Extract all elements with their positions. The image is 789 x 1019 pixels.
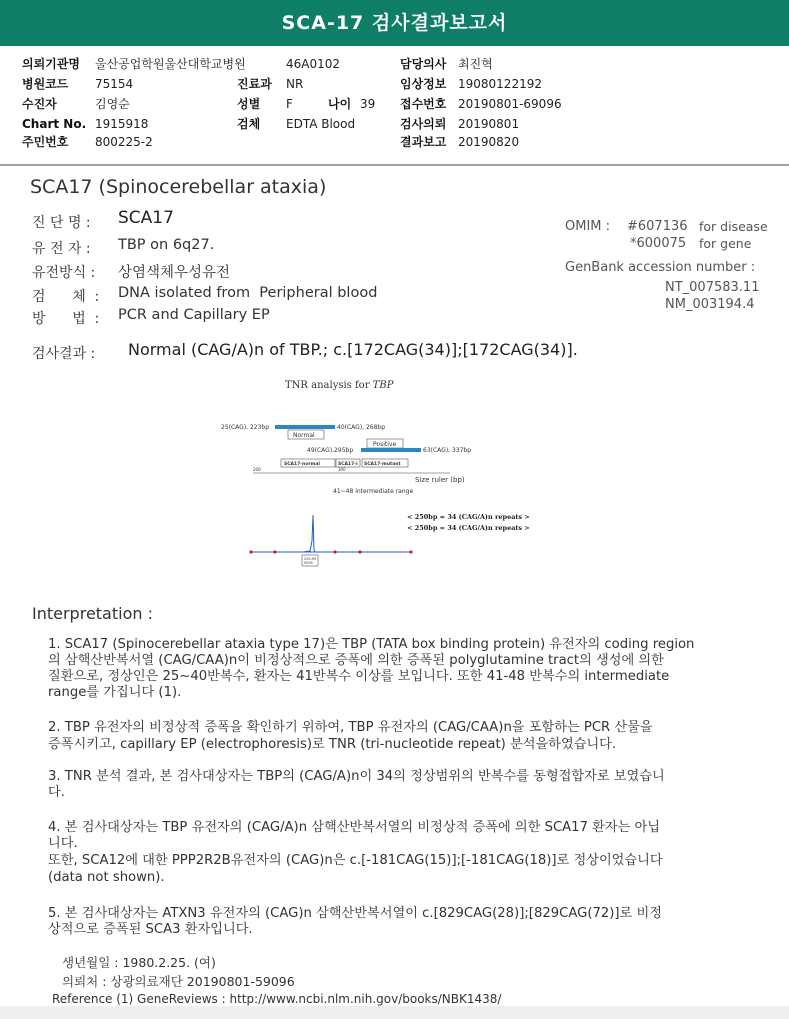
marker-2	[273, 550, 276, 553]
interpretation-p1-line-1: 1. SCA17 (Spinocerebellar ataxia type 17)은 TBP (TATA box binding protein) 유전자의 coding region	[48, 637, 695, 652]
patient-label: 수진자	[22, 97, 57, 111]
institution-label: 의뢰기관명	[22, 57, 80, 71]
diagnosis-value: SCA17	[118, 208, 174, 228]
interpretation-p5-line-1: 5. 본 검사대상자는 ATXN3 유전자의 (CAG)n 삼핵산반복서열이 c.[829CAG(28)];[829CAG(72)]로 비정	[48, 906, 662, 921]
clinical-info-label: 임상정보	[400, 77, 447, 91]
interpretation-p4-line-1: 4. 본 검사대상자는 TBP 유전자의 (CAG/A)n 삼핵산반복서열의 비정상적 증폭에 의한 SCA17 환자는 아닙	[48, 820, 661, 835]
report-date-label: 결과보고	[400, 135, 447, 149]
inheritance-value: 상염색체우성유전	[118, 265, 231, 281]
reference-link[interactable]: Reference (1) GeneReviews : http://www.ncbi.nlm.nih.gov/books/NBK1438/	[52, 992, 502, 1006]
figure-title: TNR analysis for TBP	[285, 380, 394, 391]
specimen-test-label: 검 체 :	[32, 289, 100, 305]
hospital-code-label: 병원코드	[22, 77, 69, 91]
department-value: NR	[286, 77, 304, 91]
peak-label-line-2: 9005	[304, 561, 313, 565]
repeat-line-2: < 250bp = 34 (CAG/A)n repeats >	[407, 524, 530, 532]
birth-date: 생년월일 : 1980.2.25. (여)	[62, 955, 216, 970]
interpretation-p2-line-2: 증폭시키고, capillary EP (electrophoresis)로 TNR (tri-nucleotide repeat) 분석을하였습니다.	[48, 737, 617, 752]
interpretation-p5-line-2: 상적으로 증폭된 SCA3 환자입니다.	[48, 922, 253, 937]
patient-value: 김영순	[95, 97, 130, 111]
report-date-value: 20190820	[458, 135, 520, 149]
intermediate-range-label: 41~48 intermediate range	[333, 488, 414, 495]
normal-right-range: 40(CAG), 268bp	[337, 424, 386, 431]
clinical-info-value: 19080122192	[458, 77, 542, 91]
ruler-start-tick: 200	[253, 467, 261, 472]
test-heading: SCA17 (Spinocerebellar ataxia)	[30, 176, 327, 198]
omim-disease-note: for disease	[699, 219, 768, 234]
result-value: Normal (CAG/A)n of TBP.; c.[172CAG(34)];[172CAG(34)].	[128, 340, 578, 359]
sex-label: 성별	[237, 97, 261, 111]
genbank-accession-1: NT_007583.11	[665, 280, 760, 295]
omim-disease-id: #607136	[627, 219, 688, 234]
inheritance-label: 유전방식 :	[32, 265, 96, 281]
interpretation-p1-line-3: 질환으로, 정상인은 25~40반복수, 환자는 41반복수 이상를 보입니다. 또한 41-48 반복수의 intermediate	[48, 669, 670, 684]
genbank-label: GenBank accession number :	[565, 260, 756, 275]
interpretation-p4-line-4: (data not shown).	[48, 870, 165, 885]
age-label: 나이	[328, 97, 352, 111]
hospital-code-value: 75154	[95, 77, 134, 91]
chart-no-label: Chart No.	[22, 117, 87, 131]
gene-label: 유 전 자 :	[32, 241, 91, 257]
result-label: 검사결과 :	[32, 346, 96, 362]
resident-no-value: 800225-2	[95, 135, 153, 149]
interpretation-heading: Interpretation :	[32, 604, 153, 623]
sex-value: F	[286, 97, 293, 111]
size-ruler-label: Size ruler (bp)	[415, 476, 465, 484]
receipt-no-label: 접수번호	[400, 97, 447, 111]
interpretation-p4-line-3: 또한, SCA12에 대한 PPP2R2B유전자의 (CAG)n은 c.[-181CAG(15)];[-181CAG(18)]로 정상이었습니다	[48, 853, 663, 868]
omim-label: OMIM :	[565, 219, 611, 234]
request-date-value: 20190801	[458, 117, 520, 131]
institution-value: 울산공업학원울산대학교병원	[95, 57, 246, 71]
positive-label: Positive	[373, 441, 397, 448]
repeat-line-1: < 250bp = 34 (CAG/A)n repeats >	[407, 513, 530, 521]
tnr-analysis-figure	[215, 375, 575, 570]
peak-label-line-1: 250.95	[304, 557, 317, 561]
interpretation-p4-line-2: 니다.	[48, 836, 78, 851]
chart-no-value: 1915918	[95, 117, 149, 131]
interpretation-p1-line-4: range를 가집니다 (1).	[48, 685, 182, 700]
normal-label: Normal	[293, 432, 315, 439]
request-date-label: 검사의뢰	[400, 117, 447, 131]
gene-value: TBP on 6q27.	[118, 237, 215, 253]
requester: 의뢰처 : 상광의료재단 20190801-59096	[62, 974, 295, 989]
doctor-label: 담당의사	[400, 57, 447, 71]
method-label: 방 법 :	[32, 311, 100, 327]
genbank-accession-2: NM_003194.4	[665, 297, 755, 312]
marker-3	[333, 550, 336, 553]
ruler-mid-tick: 300	[338, 467, 346, 472]
diagnosis-label: 진 단 명 :	[32, 215, 91, 231]
segment-mutant-label: SCA17-mutant	[364, 462, 401, 467]
age-value: 39	[360, 97, 376, 111]
omim-gene-id: *600075	[630, 236, 687, 251]
resident-no-label: 주민번호	[22, 135, 69, 149]
receipt-no-value: 20190801-69096	[458, 97, 562, 111]
specimen-label: 검체	[237, 117, 261, 131]
marker-5	[409, 550, 412, 553]
positive-right-range: 63(CAG), 337bp	[423, 447, 472, 454]
marker-4	[358, 550, 361, 553]
marker-1	[249, 550, 252, 553]
interpretation-p1-line-2: 의 삼핵산반복서열 (CAG/CAA)n이 비정상적으로 증폭에 의한 증폭된 polyglutamine tract의 생성에 의한	[48, 653, 664, 668]
normal-range-bar	[275, 425, 335, 429]
report-title: SCA-17 검사결과보고서	[0, 0, 789, 46]
specimen-test-value: DNA isolated from Peripheral blood	[118, 285, 378, 301]
omim-gene-note: for gene	[699, 236, 752, 251]
method-value: PCR and Capillary EP	[118, 307, 270, 323]
interpretation-p2-line-1: 2. TBP 유전자의 비정상적 증폭을 확인하기 위하여, TBP 유전자의 (CAG/CAA)n을 포함하는 PCR 산물을	[48, 720, 653, 735]
interpretation-p3-line-2: 다.	[48, 785, 65, 800]
interpretation-p3-line-1: 3. TNR 분석 결과, 본 검사대상자는 TBP의 (CAG/A)n이 34의 정상범위의 반복수를 동형접합자로 보였습니	[48, 769, 665, 784]
normal-left-range: 25(CAG), 223bp	[221, 424, 270, 431]
bottom-strip	[0, 1006, 789, 1019]
department-label: 진료과	[237, 77, 272, 91]
electropherogram-peak	[303, 515, 315, 552]
positive-range-bar	[361, 448, 421, 452]
segment-mid-label: SCA17-i	[338, 462, 358, 467]
institution-code-value: 46A0102	[286, 57, 341, 71]
positive-left-range: 49(CAG),295bp	[307, 447, 354, 454]
segment-normal-label: SCA17-normal	[284, 462, 320, 467]
header-divider	[0, 164, 789, 166]
doctor-value: 최진혁	[458, 57, 493, 71]
specimen-value: EDTA Blood	[286, 117, 356, 131]
